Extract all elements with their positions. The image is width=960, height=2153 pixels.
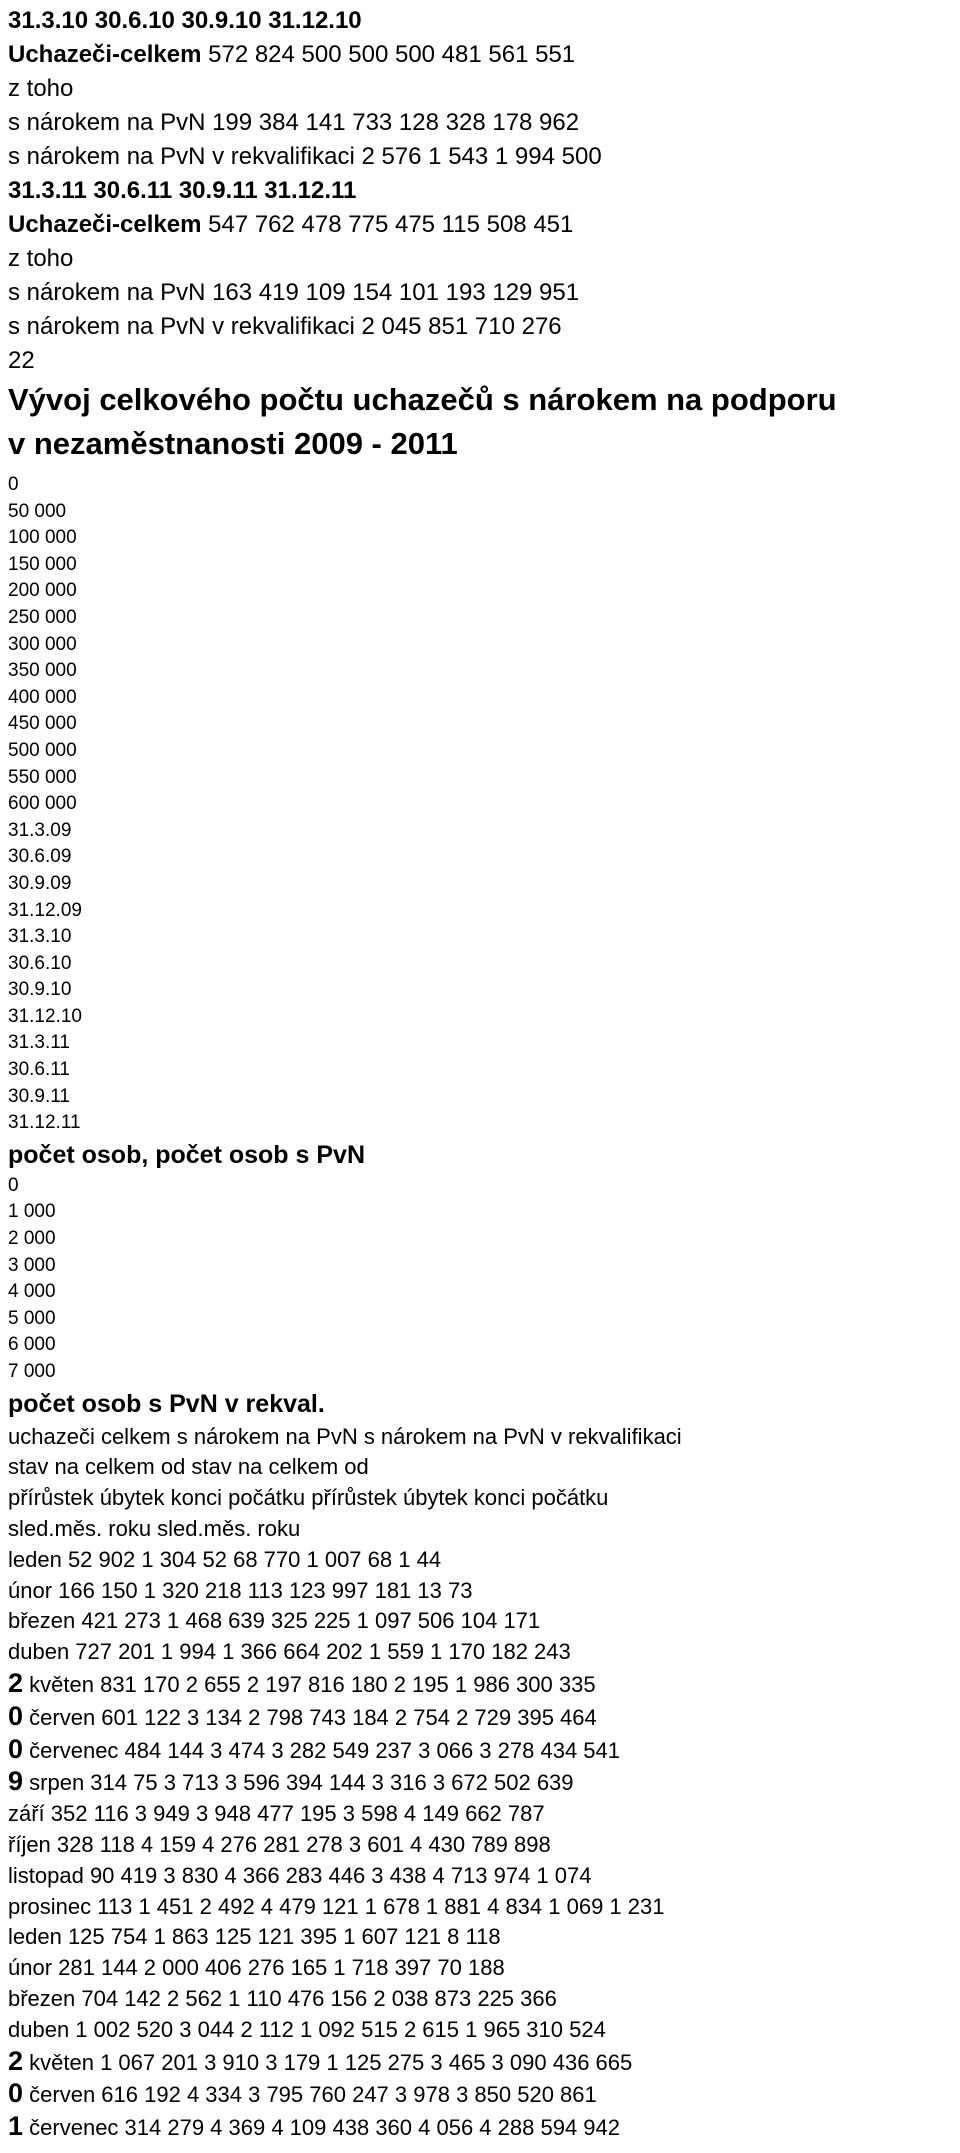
y-tick-label: 0 xyxy=(8,474,19,495)
y2-tick-label: 1 000 xyxy=(8,1201,56,1223)
table-row xyxy=(8,1861,960,1892)
chart-heading-line1: Vývoj celkového počtu uchazečů s nárokem na podporu xyxy=(8,382,837,417)
y-tick-label: 400 000 xyxy=(8,686,77,708)
table-row xyxy=(8,2015,960,2046)
x-category-label: 31.3.11 xyxy=(8,1032,70,1054)
y-tick-label: 200 000 xyxy=(8,580,77,602)
row-text: únor 166 150 1 320 218 113 123 997 181 13 73 xyxy=(8,1577,473,1603)
dates-2010: 31.3.10 30.6.10 30.9.10 31.12.10 xyxy=(8,7,362,34)
table-body xyxy=(8,1545,960,2144)
y-tick-label: 500 000 xyxy=(8,739,77,761)
table-row xyxy=(8,1984,960,2015)
of-which-2011: z toho xyxy=(8,245,74,272)
x-category-label: 30.6.10 xyxy=(8,952,72,974)
dates-2011: 31.3.11 30.6.11 30.9.11 31.12.11 xyxy=(8,177,357,204)
table-row xyxy=(8,1830,960,1861)
x-category-label: 31.12.10 xyxy=(8,1005,82,1027)
row-text: prosinec 113 1 451 2 492 4 479 121 1 678 1 881 4 834 1 069 1 231 xyxy=(8,1893,665,1919)
x-category-label: 31.12.11 xyxy=(8,1112,81,1134)
total-label: Uchazeči-celkem xyxy=(8,211,202,238)
table-header-3: sled.měs. roku sled.měs. roku xyxy=(8,1515,301,1541)
x-axis-categories xyxy=(8,818,960,1137)
row-text: červen 616 192 4 334 3 795 760 247 3 978 3 850 520 861 xyxy=(29,2082,597,2108)
row-text: červen 601 122 3 134 2 798 743 184 2 754 2 729 395 464 xyxy=(29,1704,597,1730)
pvn-rekv-row-2011: s nárokem na PvN v rekvalifikaci 2 045 851 710 276 xyxy=(8,313,562,340)
x-category-label: 30.9.09 xyxy=(8,872,72,894)
x-category-label: 31.3.09 xyxy=(8,819,72,841)
table-row xyxy=(8,1606,960,1637)
x-category-label: 30.9.10 xyxy=(8,979,72,1001)
x-category-label: 31.12.09 xyxy=(8,899,82,921)
table-header-1: stav na celkem od stav na celkem od xyxy=(8,1454,369,1480)
table-row xyxy=(8,1766,960,1799)
year-digit: 2 xyxy=(8,1667,24,1698)
table-row xyxy=(8,1637,960,1668)
y-axis-ticks xyxy=(8,472,960,818)
y2-axis-ticks xyxy=(8,1173,960,1386)
row-text: květen 1 067 201 3 910 3 179 1 125 275 3 465 3 090 436 665 xyxy=(29,2049,633,2075)
pvn-row-2011: s nárokem na PvN 163 419 109 154 101 193 129 951 xyxy=(8,279,580,306)
row-text: září 352 116 3 949 3 948 477 195 3 598 4 149 662 787 xyxy=(8,1801,545,1827)
table-row xyxy=(8,2111,960,2144)
y-axis-title: počet osob, počet osob s PvN xyxy=(8,1140,365,1169)
y-tick-label: 600 000 xyxy=(8,793,77,815)
y2-tick-label: 2 000 xyxy=(8,1228,56,1250)
row-text: říjen 328 118 4 159 4 276 281 278 3 601 4 430 789 898 xyxy=(8,1831,551,1857)
y-tick-label: 450 000 xyxy=(8,713,77,735)
y2-tick-label: 5 000 xyxy=(8,1307,56,1329)
y2-tick-label: 6 000 xyxy=(8,1334,56,1356)
row-text: březen 421 273 1 468 639 325 225 1 097 506 104 171 xyxy=(8,1608,541,1634)
total-values: 547 762 478 775 475 115 508 451 xyxy=(208,211,574,238)
y-tick-label: 100 000 xyxy=(8,527,77,549)
y2-tick-label: 4 000 xyxy=(8,1281,56,1303)
y-tick-label: 550 000 xyxy=(8,766,77,788)
table-row xyxy=(8,2046,960,2079)
row-text: duben 727 201 1 994 1 366 664 202 1 559 1 170 182 243 xyxy=(8,1639,571,1665)
total-label: Uchazeči-celkem xyxy=(8,41,202,68)
y-tick-label: 250 000 xyxy=(8,606,77,628)
y2-axis-title: počet osob s PvN v rekval. xyxy=(8,1389,325,1418)
of-which-2010: z toho xyxy=(8,75,74,102)
table-row xyxy=(8,1545,960,1576)
row-text: duben 1 002 520 3 044 2 112 1 092 515 2 615 1 965 310 524 xyxy=(8,2016,606,2042)
row-text: červenec 314 279 4 369 4 109 438 360 4 056 4 288 594 942 xyxy=(29,2115,620,2141)
table-row xyxy=(8,1576,960,1607)
year-digit: 1 xyxy=(8,2111,24,2142)
y2-tick-label: 7 000 xyxy=(8,1361,56,1382)
y2-tick-label: 0 xyxy=(8,1174,19,1196)
row-text: červenec 484 144 3 474 3 282 549 237 3 066 3 278 434 541 xyxy=(29,1737,620,1763)
row-text: leden 52 902 1 304 52 68 770 1 007 68 1 44 xyxy=(8,1546,442,1572)
total-values: 572 824 500 500 500 481 561 551 xyxy=(208,41,576,68)
x-category-label: 30.6.11 xyxy=(8,1059,70,1081)
pvn-rekv-row-2010: s nárokem na PvN v rekvalifikaci 2 576 1 543 1 994 500 xyxy=(8,143,602,170)
year-digit: 0 xyxy=(8,1733,24,1764)
y2-tick-label: 3 000 xyxy=(8,1254,56,1276)
row-text: květen 831 170 2 655 2 197 816 180 2 195 1 986 300 335 xyxy=(29,1671,596,1697)
row-text: srpen 314 75 3 713 3 596 394 144 3 316 3 672 502 639 xyxy=(29,1770,574,1796)
year-digit: 0 xyxy=(8,1700,24,1731)
table-row xyxy=(8,1953,960,1984)
table-row xyxy=(8,1922,960,1953)
x-category-label: 31.3.10 xyxy=(8,926,72,948)
table-row xyxy=(8,1701,960,1734)
y-tick-label: 350 000 xyxy=(8,660,77,682)
x-category-label: 30.6.09 xyxy=(8,846,72,868)
row-text: březen 704 142 2 562 1 110 476 156 2 038 873 225 366 xyxy=(8,1985,557,2011)
table-row xyxy=(8,1799,960,1830)
y-tick-label: 50 000 xyxy=(8,500,67,522)
page-number: 22 xyxy=(8,347,35,374)
pvn-row-2010: s nárokem na PvN 199 384 141 733 128 328 178 962 xyxy=(8,109,580,136)
row-text: listopad 90 419 3 830 4 366 283 446 3 438 4 713 974 1 074 xyxy=(8,1862,592,1888)
total-row-2011 xyxy=(8,208,960,242)
table-row xyxy=(8,1734,960,1767)
y-tick-label: 300 000 xyxy=(8,633,77,655)
row-text: leden 125 754 1 863 125 121 395 1 607 121 8 118 xyxy=(8,1924,501,1950)
total-row-2010 xyxy=(8,38,960,72)
table-header-2: přírůstek úbytek konci počátku přírůstek úbytek konci počátku xyxy=(8,1485,609,1511)
legend-row: uchazeči celkem s nárokem na PvN s nárokem na PvN v rekvalifikaci xyxy=(8,1423,682,1449)
x-category-label: 30.9.11 xyxy=(8,1085,70,1107)
table-row xyxy=(8,1892,960,1923)
chart-heading-line2: v nezaměstnanosti 2009 - 2011 xyxy=(8,426,458,461)
year-digit: 9 xyxy=(8,1766,24,1797)
table-row xyxy=(8,2078,960,2111)
table-row xyxy=(8,1668,960,1701)
year-digit: 2 xyxy=(8,2045,24,2076)
year-digit: 0 xyxy=(8,2078,24,2109)
row-text: únor 281 144 2 000 406 276 165 1 718 397 70 188 xyxy=(8,1955,505,1981)
y-tick-label: 150 000 xyxy=(8,553,77,575)
